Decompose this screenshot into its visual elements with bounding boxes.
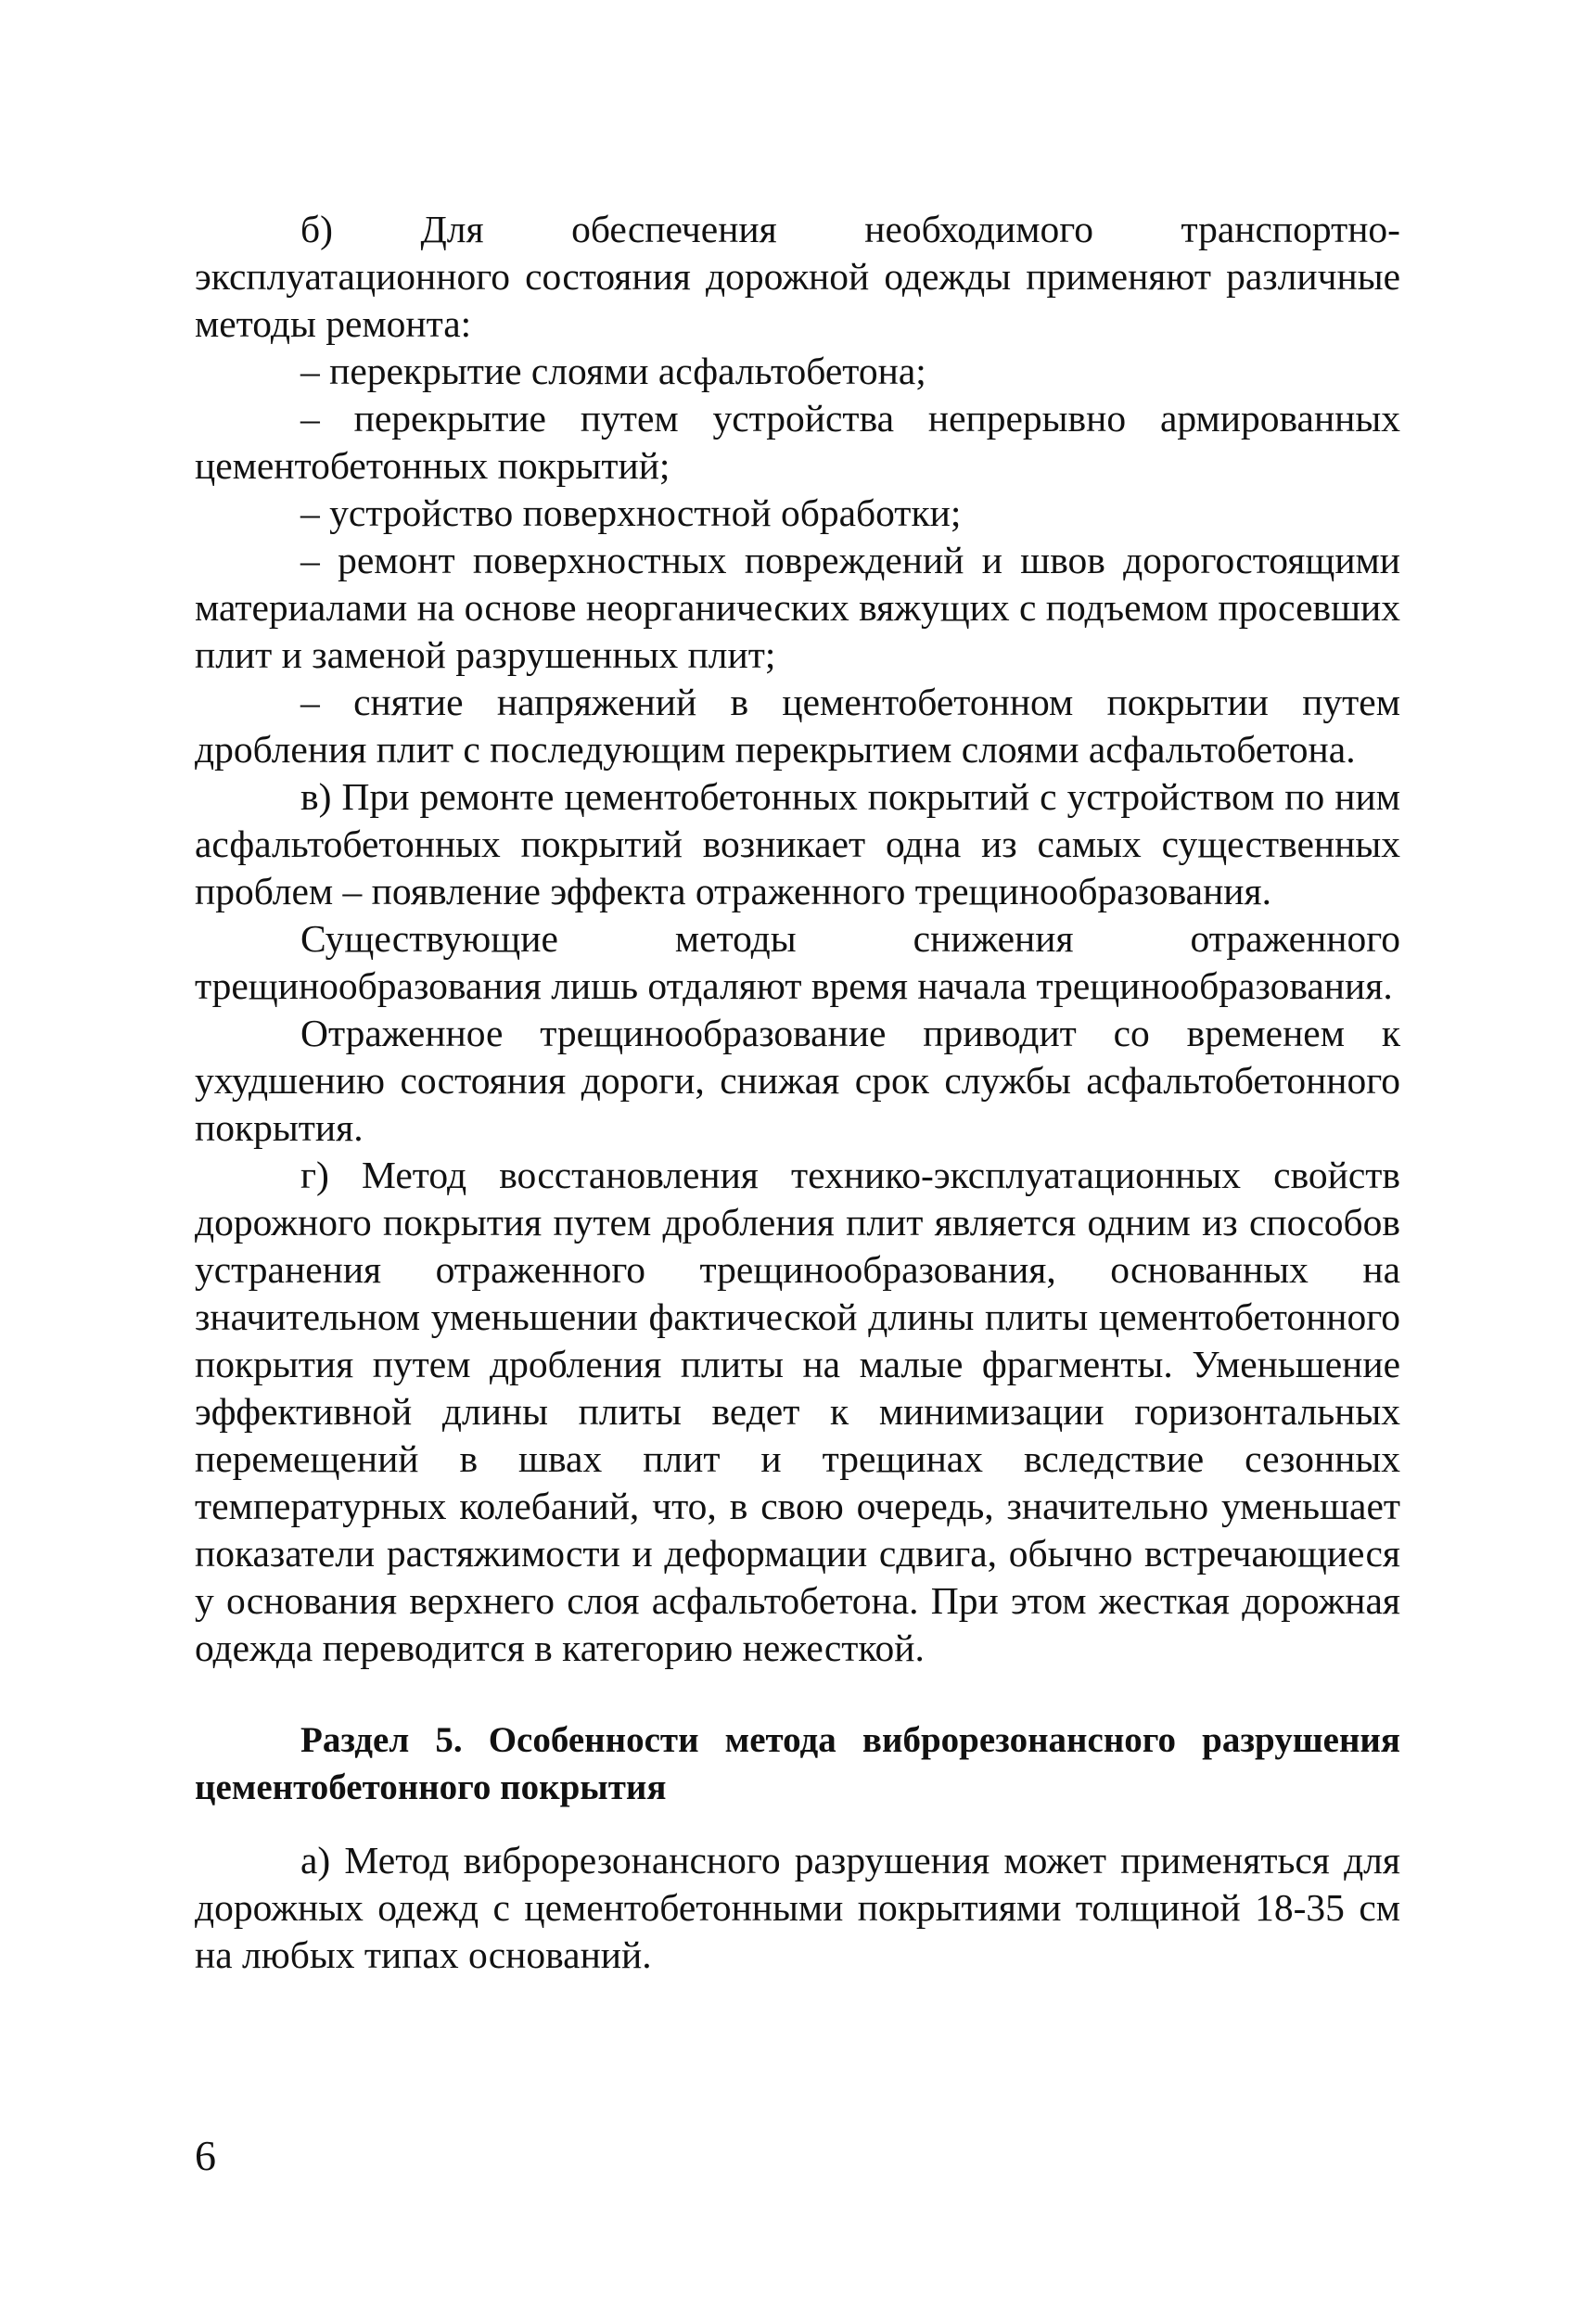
paragraph-existing-methods: Существующие методы снижения отраженного трещинообразования лишь отдаляют время начала трещинообразования. bbox=[195, 917, 1400, 1007]
list-item-stress-relief: – снятие напряжений в цементобетонном покрытии путем дробления плит с последующим перекрытием слоями асфальтобетона. bbox=[195, 681, 1400, 771]
list-item-repair-damage: – ремонт поверхностных повреждений и швов дорогостоящими материалами на основе неорганических вяжущих с подъемом просевших плит и заменой разрушенных плит; bbox=[195, 539, 1400, 676]
page-number: 6 bbox=[195, 2132, 216, 2179]
paragraph-crushing-method: г) Метод восстановления технико-эксплуатационных свойств дорожного покрытия путем дробления плит является одним из способов устранения отраженного трещинообразования, основанных на значительном уменьшении фактической длины плиты цементобетонного покрытия путем дробления плиты на малые фрагменты. Уменьшение эффективной длины плиты ведет к минимизации горизонтальных перемещений в швах плит и трещинах вследствие сезонных температурных колебаний, что, в свою очередь, значительно уменьшает показатели растяжимости и деформации сдвига, обычно встречающиеся у основания верхнего слоя асфальтобетона. При этом жесткая дорожная одежда переводится в категорию нежесткой. bbox=[195, 1154, 1400, 1669]
section-heading: Раздел 5. Особенности метода виброрезонансного разрушения цементобетонного покрытия bbox=[195, 1720, 1400, 1807]
paragraph-reflective-cracking: в) При ремонте цементобетонных покрытий с устройством по ним асфальтобетонных покрытий возникает одна из самых существенных проблем – появление эффекта отраженного трещинообразования. bbox=[195, 775, 1400, 912]
list-item-asphalt-overlay: – перекрытие слоями асфальтобетона; bbox=[300, 350, 926, 392]
list-item-surface-treatment: – устройство поверхностной обработки; bbox=[300, 491, 962, 534]
paragraph-section-5a: а) Метод виброрезонансного разрушения может применяться для дорожных одежд с цементобетонными покрытиями толщиной 18-35 см на любых типах оснований. bbox=[195, 1839, 1400, 1976]
paragraph-repair-methods-intro: б) Для обеспечения необходимого транспортно-эксплуатационного состояния дорожной одежды применяют различные методы ремонта: bbox=[195, 208, 1400, 345]
paragraph-cracking-effects: Отраженное трещинообразование приводит со временем к ухудшению состояния дороги, снижая срок службы асфальтобетонного покрытия. bbox=[195, 1012, 1400, 1149]
page-content bbox=[195, 206, 1400, 1979]
list-item-reinforced-overlay: – перекрытие путем устройства непрерывно армированных цементобетонных покрытий; bbox=[195, 397, 1400, 487]
